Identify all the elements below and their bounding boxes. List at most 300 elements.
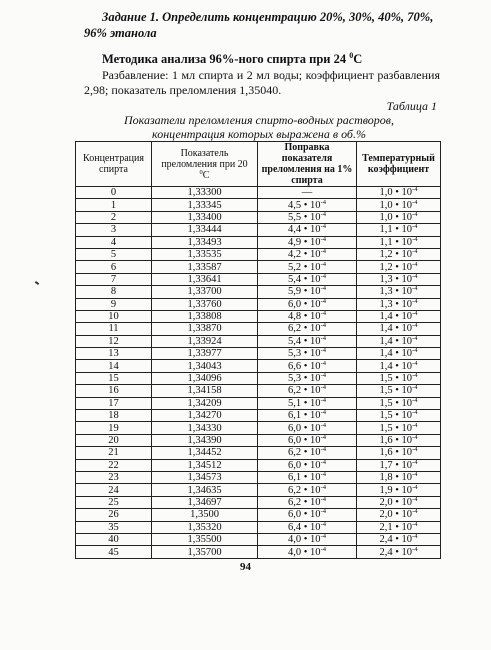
cell-refraction <box>152 410 258 422</box>
cell-refraction-value: 1,35700 <box>187 546 222 558</box>
cell-temperature-value: 2,1 • 10 <box>379 521 413 533</box>
cell-temperature-value: 1,5 • 10 <box>379 410 413 422</box>
cell-concentration-value: 4 <box>110 236 117 248</box>
cell-temperature <box>357 335 441 347</box>
table-row <box>76 323 441 335</box>
cell-correction <box>258 310 357 322</box>
cell-temperature-exponent: -4 <box>412 372 418 380</box>
cell-correction-value: 6,1 • 10 <box>288 410 321 422</box>
cell-refraction <box>152 248 258 260</box>
cell-correction-exponent: -4 <box>320 483 326 491</box>
cell-temperature <box>357 286 441 298</box>
cell-correction-value: 4,0 • 10 <box>288 546 321 558</box>
cell-refraction <box>152 533 258 545</box>
cell-refraction <box>152 521 258 533</box>
cell-refraction <box>152 447 258 459</box>
table-row <box>76 459 441 471</box>
cell-temperature-value: 1,5 • 10 <box>379 385 413 397</box>
cell-temperature-value: 1,6 • 10 <box>379 447 413 459</box>
cell-correction-value: 4,9 • 10 <box>288 236 321 248</box>
cell-refraction <box>152 236 258 248</box>
table-row <box>76 471 441 483</box>
cell-correction-exponent: -4 <box>320 471 326 479</box>
cell-temperature <box>357 496 441 508</box>
cell-correction <box>258 372 357 384</box>
cell-correction-exponent: -4 <box>320 310 326 318</box>
cell-correction-exponent: -4 <box>320 533 326 541</box>
cell-refraction-value: 1,33924 <box>187 335 222 347</box>
cell-temperature-value: 1,5 • 10 <box>379 373 413 385</box>
cell-temperature <box>357 310 441 322</box>
cell-concentration-value: 15 <box>108 373 119 385</box>
cell-temperature <box>357 471 441 483</box>
cell-correction-value: 6,0 • 10 <box>288 459 321 471</box>
cell-refraction-value: 1,34096 <box>187 373 222 385</box>
cell-temperature-exponent: -4 <box>412 223 418 231</box>
cell-correction-exponent: -4 <box>320 520 326 528</box>
cell-temperature-exponent: -4 <box>412 483 418 491</box>
cell-correction <box>258 298 357 310</box>
table-row <box>76 360 441 372</box>
cell-correction-exponent: -4 <box>320 297 326 305</box>
cell-concentration <box>76 248 152 260</box>
cell-correction-exponent: -4 <box>320 495 326 503</box>
cell-concentration-value: 7 <box>110 273 117 285</box>
cell-temperature <box>357 385 441 397</box>
cell-concentration-value: 9 <box>110 298 117 310</box>
cell-refraction <box>152 459 258 471</box>
table-row <box>76 509 441 521</box>
cell-temperature-value: 1,8 • 10 <box>379 472 413 484</box>
cell-refraction-value: 1,33808 <box>187 311 222 323</box>
cell-correction-exponent: -4 <box>320 322 326 330</box>
cell-concentration-value: 25 <box>108 496 119 508</box>
cell-temperature-value: 1,7 • 10 <box>379 459 413 471</box>
cell-temperature-exponent: -4 <box>412 260 418 268</box>
table-row <box>76 484 441 496</box>
cell-refraction <box>152 273 258 285</box>
cell-concentration-value: 45 <box>108 546 119 558</box>
cell-correction <box>258 533 357 545</box>
cell-correction-exponent: -4 <box>320 285 326 293</box>
cell-concentration-value: 24 <box>108 484 119 496</box>
cell-temperature <box>357 447 441 459</box>
header-correction: Поправка показателя преломления на 1% спирта <box>258 142 357 187</box>
cell-correction <box>258 286 357 298</box>
stray-mark <box>35 281 39 285</box>
cell-temperature <box>357 397 441 409</box>
cell-temperature-exponent: -4 <box>412 334 418 342</box>
cell-temperature <box>357 459 441 471</box>
cell-refraction-value: 1,34697 <box>187 496 222 508</box>
cell-refraction <box>152 211 258 223</box>
table-row <box>76 211 441 223</box>
cell-concentration-value: 1 <box>110 199 117 211</box>
cell-refraction-value: 1,33977 <box>187 348 222 360</box>
cell-refraction <box>152 199 258 211</box>
cell-refraction <box>152 298 258 310</box>
cell-correction-exponent: -4 <box>320 198 326 206</box>
cell-refraction-value: 1,34270 <box>187 410 222 422</box>
cell-concentration <box>76 298 152 310</box>
cell-temperature-value: 1,4 • 10 <box>379 335 413 347</box>
cell-concentration <box>76 546 152 558</box>
method-title <box>102 51 362 67</box>
cell-refraction-value: 1,34573 <box>187 472 222 484</box>
cell-refraction-value: 1,35500 <box>187 534 222 546</box>
cell-concentration <box>76 211 152 223</box>
cell-correction-value: 5,4 • 10 <box>288 273 321 285</box>
cell-correction <box>258 348 357 360</box>
cell-correction-value: 4,4 • 10 <box>288 224 321 236</box>
cell-refraction-value: 1,34158 <box>187 385 222 397</box>
cell-temperature <box>357 199 441 211</box>
cell-refraction-value: 1,34635 <box>187 484 222 496</box>
cell-correction-exponent: -4 <box>320 458 326 466</box>
cell-concentration-value: 20 <box>108 435 119 446</box>
cell-temperature <box>357 261 441 273</box>
cell-correction-value: 6,2 • 10 <box>288 484 321 496</box>
cell-correction-value: 5,9 • 10 <box>288 286 321 298</box>
cell-temperature <box>357 348 441 360</box>
cell-temperature-value: 1,5 • 10 <box>379 422 413 434</box>
cell-temperature <box>357 509 441 521</box>
cell-correction-exponent: -4 <box>320 446 326 454</box>
header-temp-unit: С <box>202 169 210 181</box>
cell-concentration-value: 5 <box>110 249 117 261</box>
table-row <box>76 286 441 298</box>
cell-temperature-value: 1,0 • 10 <box>379 199 413 211</box>
cell-temperature-value: 1,9 • 10 <box>379 484 413 496</box>
cell-correction-exponent: -4 <box>320 223 326 231</box>
cell-correction <box>258 335 357 347</box>
cell-correction-value: 6,4 • 10 <box>288 521 321 533</box>
cell-temperature-value: 1,3 • 10 <box>379 298 413 310</box>
table-row <box>76 310 441 322</box>
cell-correction-exponent: -4 <box>320 508 326 516</box>
cell-temperature-exponent: -4 <box>412 396 418 404</box>
cell-temperature-value: 1,5 • 10 <box>379 397 413 409</box>
caption-line-1: Показатели преломления спирто-водных растворов, <box>123 113 395 127</box>
cell-concentration-value: 18 <box>108 410 119 422</box>
cell-correction <box>258 434 357 446</box>
cell-correction-value: 6,1 • 10 <box>288 472 321 484</box>
table-row <box>76 224 441 236</box>
cell-correction-value: 6,0 • 10 <box>288 509 321 521</box>
cell-correction-exponent: -4 <box>320 384 326 392</box>
cell-correction <box>258 496 357 508</box>
cell-correction-value: 4,0 • 10 <box>288 534 321 546</box>
cell-temperature-exponent: -4 <box>412 347 418 355</box>
cell-concentration <box>76 286 152 298</box>
cell-refraction <box>152 422 258 434</box>
cell-concentration <box>76 410 152 422</box>
cell-concentration <box>76 348 152 360</box>
cell-refraction <box>152 484 258 496</box>
cell-correction <box>258 410 357 422</box>
table-row <box>76 434 441 446</box>
table-row <box>76 348 441 360</box>
cell-temperature-value: 1,1 • 10 <box>379 224 413 236</box>
cell-concentration-value: 2 <box>110 211 117 223</box>
table-row <box>76 372 441 384</box>
cell-refraction-value: 1,33587 <box>187 261 222 273</box>
table-row <box>76 496 441 508</box>
cell-concentration <box>76 236 152 248</box>
table-header-row <box>76 142 441 187</box>
cell-concentration-value: 12 <box>108 335 119 347</box>
cell-refraction-value: 1,33700 <box>187 286 222 298</box>
cell-correction <box>258 397 357 409</box>
cell-temperature-exponent: -4 <box>412 471 418 479</box>
cell-concentration <box>76 533 152 545</box>
cell-correction-exponent: -4 <box>320 248 326 256</box>
cell-correction-exponent: -4 <box>320 347 326 355</box>
cell-concentration-value: 21 <box>108 447 119 459</box>
table-caption <box>78 113 440 141</box>
cell-temperature-exponent: -4 <box>412 285 418 293</box>
cell-correction-exponent: -4 <box>320 421 326 429</box>
cell-temperature-exponent: -4 <box>412 446 418 454</box>
cell-temperature <box>357 224 441 236</box>
cell-concentration-value: 26 <box>108 509 119 521</box>
cell-correction <box>258 471 357 483</box>
cell-temperature-value: 1,4 • 10 <box>379 360 413 372</box>
cell-concentration <box>76 422 152 434</box>
cell-refraction <box>152 360 258 372</box>
cell-concentration <box>76 224 152 236</box>
cell-correction-value: 4,5 • 10 <box>288 199 321 211</box>
cell-temperature-exponent: -4 <box>412 409 418 417</box>
cell-concentration-value: 8 <box>110 286 117 298</box>
cell-refraction <box>152 372 258 384</box>
cell-refraction <box>152 286 258 298</box>
cell-correction-value: 5,4 • 10 <box>288 335 321 347</box>
cell-correction-value: 5,5 • 10 <box>288 211 321 223</box>
cell-concentration-value: 19 <box>108 422 119 434</box>
table-label: Таблица 1 <box>386 99 437 113</box>
task-heading: Задание 1. Определить концентрацию 20%, 30%, 40%, 70%, 96% этанола <box>84 10 434 40</box>
cell-concentration <box>76 496 152 508</box>
cell-temperature-exponent: -4 <box>412 248 418 256</box>
cell-temperature-exponent: -4 <box>412 434 418 441</box>
cell-correction-value: 5,3 • 10 <box>288 348 321 360</box>
cell-concentration-value: 11 <box>108 323 119 335</box>
cell-temperature-value: 1,2 • 10 <box>379 249 413 261</box>
cell-temperature <box>357 323 441 335</box>
cell-correction-value: 4,8 • 10 <box>288 311 321 323</box>
cell-temperature <box>357 211 441 223</box>
cell-correction-value: — <box>301 187 313 199</box>
cell-temperature <box>357 360 441 372</box>
table-row <box>76 422 441 434</box>
cell-temperature-value: 1,3 • 10 <box>379 273 413 285</box>
cell-refraction <box>152 509 258 521</box>
table-row <box>76 533 441 545</box>
cell-correction <box>258 236 357 248</box>
cell-correction-exponent: -4 <box>320 260 326 268</box>
cell-correction <box>258 385 357 397</box>
cell-concentration <box>76 372 152 384</box>
cell-correction-value: 6,2 • 10 <box>288 496 321 508</box>
table-row <box>76 521 441 533</box>
cell-correction-value: 6,6 • 10 <box>288 360 321 372</box>
cell-correction-value: 5,3 • 10 <box>288 373 321 385</box>
cell-temperature <box>357 484 441 496</box>
cell-temperature <box>357 434 441 446</box>
cell-correction <box>258 546 357 558</box>
cell-refraction-value: 1,33641 <box>187 273 222 285</box>
cell-concentration <box>76 385 152 397</box>
cell-correction <box>258 360 357 372</box>
cell-temperature <box>357 187 441 199</box>
cell-refraction <box>152 187 258 199</box>
cell-refraction-value: 1,33444 <box>187 224 222 236</box>
cell-temperature-value: 1,3 • 10 <box>379 286 413 298</box>
header-refraction <box>152 142 258 187</box>
cell-temperature-value: 1,4 • 10 <box>379 323 413 335</box>
cell-correction <box>258 224 357 236</box>
cell-concentration <box>76 397 152 409</box>
dilution-text: Разбавление: 1 мл спирта и 2 мл воды; коэффициент разбавления 2,98; показатель преломления 1,35040. <box>84 68 440 97</box>
temp-unit: С <box>353 52 363 67</box>
cell-temperature-value: 1,4 • 10 <box>379 311 413 323</box>
cell-refraction-value: 1,34330 <box>187 422 222 434</box>
table-row <box>76 273 441 285</box>
cell-temperature-exponent: -4 <box>412 458 418 466</box>
cell-correction <box>258 323 357 335</box>
cell-temperature <box>357 422 441 434</box>
cell-refraction <box>152 335 258 347</box>
cell-concentration-value: 10 <box>108 311 119 323</box>
cell-temperature-value: 1,0 • 10 <box>379 187 413 199</box>
header-temperature: Температурный коэффициент <box>357 142 441 187</box>
table-row <box>76 385 441 397</box>
cell-correction-exponent: -4 <box>320 434 326 441</box>
cell-temperature <box>357 248 441 260</box>
table-row <box>76 335 441 347</box>
cell-temperature-exponent: -4 <box>412 297 418 305</box>
cell-temperature-exponent: -4 <box>412 210 418 218</box>
cell-temperature <box>357 372 441 384</box>
cell-refraction <box>152 546 258 558</box>
table-row <box>76 187 441 199</box>
table-row <box>76 298 441 310</box>
cell-correction-value: 6,0 • 10 <box>288 422 321 434</box>
cell-correction <box>258 484 357 496</box>
cell-concentration <box>76 187 152 199</box>
header-degree-sup: 0 <box>199 168 203 176</box>
cell-correction-exponent: -4 <box>320 409 326 417</box>
cell-refraction-value: 1,33760 <box>187 298 222 310</box>
cell-correction-value: 6,2 • 10 <box>288 323 321 335</box>
cell-correction <box>258 422 357 434</box>
cell-temperature-exponent: -4 <box>412 235 418 243</box>
cell-temperature-value: 1,6 • 10 <box>379 435 413 446</box>
cell-temperature <box>357 236 441 248</box>
cell-refraction-value: 1,33493 <box>187 236 222 248</box>
cell-correction-value: 5,2 • 10 <box>288 261 321 273</box>
cell-concentration-value: 3 <box>110 224 117 236</box>
cell-concentration <box>76 484 152 496</box>
cell-concentration-value: 0 <box>110 187 117 199</box>
cell-correction-value: 6,0 • 10 <box>288 435 321 446</box>
cell-refraction-value: 1,34043 <box>187 360 222 372</box>
cell-concentration-value: 6 <box>110 261 117 273</box>
cell-refraction-value: 1,34512 <box>187 459 222 471</box>
cell-temperature-value: 2,4 • 10 <box>379 546 413 558</box>
cell-concentration <box>76 521 152 533</box>
cell-concentration <box>76 199 152 211</box>
cell-temperature-exponent: -4 <box>412 272 418 280</box>
cell-temperature-exponent: -4 <box>412 322 418 330</box>
cell-correction <box>258 447 357 459</box>
cell-refraction-value: 1,33400 <box>187 211 222 223</box>
cell-concentration <box>76 310 152 322</box>
cell-temperature-exponent: -4 <box>412 520 418 528</box>
table-row <box>76 199 441 211</box>
cell-temperature-exponent: -4 <box>412 384 418 392</box>
table-row <box>76 248 441 260</box>
cell-temperature-value: 1,0 • 10 <box>379 211 413 223</box>
cell-temperature <box>357 533 441 545</box>
cell-refraction-value: 1,34209 <box>187 397 222 409</box>
cell-refraction <box>152 496 258 508</box>
cell-refraction-value: 1,33870 <box>187 323 222 335</box>
method-title-text: Методика анализа 96%-ного спирта при 24 <box>102 52 347 67</box>
table-row <box>76 397 441 409</box>
cell-concentration <box>76 509 152 521</box>
cell-temperature-exponent: -4 <box>412 545 418 553</box>
cell-temperature-exponent: -4 <box>412 421 418 429</box>
cell-temperature-value: 1,4 • 10 <box>379 348 413 360</box>
cell-temperature <box>357 546 441 558</box>
cell-correction-exponent: -4 <box>320 396 326 404</box>
cell-correction-value: 6,2 • 10 <box>288 385 321 397</box>
cell-refraction <box>152 348 258 360</box>
cell-temperature-exponent: -4 <box>412 186 418 194</box>
degree-superscript: 0 <box>349 51 354 60</box>
page-number: 94 <box>240 561 251 573</box>
cell-correction-value: 5,1 • 10 <box>288 397 321 409</box>
table-row <box>76 236 441 248</box>
cell-concentration-value: 14 <box>108 360 119 372</box>
cell-concentration <box>76 261 152 273</box>
header-refraction-text: Показатель преломления при 20 <box>161 147 248 170</box>
cell-temperature-value: 2,0 • 10 <box>379 509 413 521</box>
cell-temperature-exponent: -4 <box>412 495 418 503</box>
cell-refraction-value: 1,33535 <box>187 249 222 261</box>
table-row <box>76 546 441 558</box>
cell-temperature-value: 2,4 • 10 <box>379 534 413 546</box>
cell-refraction <box>152 397 258 409</box>
cell-correction-exponent: -4 <box>320 545 326 553</box>
cell-concentration-value: 35 <box>108 521 119 533</box>
cell-temperature-exponent: -4 <box>412 533 418 541</box>
cell-concentration-value: 16 <box>108 385 119 397</box>
cell-correction <box>258 273 357 285</box>
cell-refraction-value: 1,3500 <box>190 509 219 521</box>
cell-concentration-value: 40 <box>108 534 119 546</box>
cell-correction-exponent: -4 <box>320 359 326 367</box>
cell-correction <box>258 261 357 273</box>
cell-correction <box>258 211 357 223</box>
cell-temperature <box>357 273 441 285</box>
cell-temperature-value: 1,1 • 10 <box>379 236 413 248</box>
cell-correction-exponent: -4 <box>320 235 326 243</box>
cell-temperature-exponent: -4 <box>412 310 418 318</box>
cell-temperature-value: 2,0 • 10 <box>379 496 413 508</box>
